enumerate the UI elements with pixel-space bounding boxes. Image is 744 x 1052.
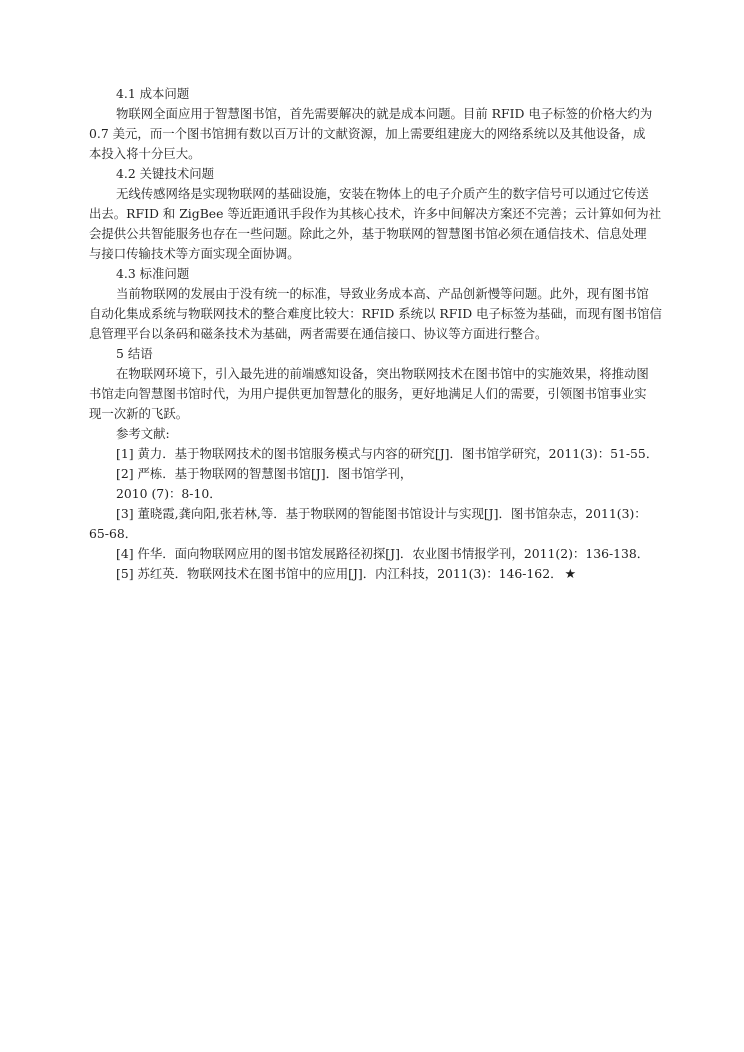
paragraph-line: 出去。RFID 和 ZigBee 等近距通讯手段作为其核心技术，许多中间解决方案还不完善；云计算如何为社 bbox=[89, 206, 662, 221]
section-heading: 4.2 关键技术问题 bbox=[116, 166, 214, 181]
reference-line bbox=[89, 544, 663, 564]
section-heading: 5 结语 bbox=[116, 346, 153, 361]
paragraph-line: 在物联网环境下，引入最先进的前端感知设备，突出物联网技术在图书馆中的实施效果，将推动图 bbox=[116, 366, 649, 381]
reference-line bbox=[89, 504, 663, 524]
reference-text: [2] 严栋．基于物联网的智慧图书馆[J]．图书馆学刊， bbox=[116, 466, 413, 481]
reference-text: 2010 (7)：8-10． bbox=[116, 486, 222, 501]
paragraph-line: 息管理平台以条码和磁条技术为基础，两者需要在通信接口、协议等方面进行整合。 bbox=[89, 326, 548, 341]
reference-text: 65-68． bbox=[89, 526, 138, 541]
reference-line bbox=[89, 464, 663, 484]
reference-line bbox=[89, 444, 663, 464]
section-heading: 4.3 标准问题 bbox=[116, 266, 190, 281]
paragraph-line: 会提供公共智能服务也存在一些问题。除此之外，基于物联网的智慧图书馆必须在通信技术、信息处理 bbox=[89, 226, 647, 241]
end-mark-star-icon: ★ bbox=[564, 567, 577, 582]
reference-text: [4] 仵华．面向物联网应用的图书馆发展路径初探[J]．农业图书情报学刊，2011(2)：136-138． bbox=[116, 546, 650, 561]
reference-text: [1] 黄力．基于物联网技术的图书馆服务模式与内容的研究[J]．图书馆学研究，2011(3)：51-55． bbox=[116, 446, 659, 461]
reference-text: [3] 董晓霞,龚向阳,张若林,等．基于物联网的智能图书馆设计与实现[J]．图书馆杂志，2011(3)： bbox=[116, 506, 647, 521]
article-body bbox=[89, 84, 663, 584]
paragraph-line: 与接口传输技术等方面实现全面协调。 bbox=[89, 246, 300, 261]
paragraph-line: 当前物联网的发展由于没有统一的标准，导致业务成本高、产品创新慢等问题。此外，现有图书馆 bbox=[116, 286, 649, 301]
references-heading: 参考文献: bbox=[116, 426, 170, 441]
section bbox=[89, 264, 663, 344]
paragraph-line: 0.7 美元，而一个图书馆拥有数以百万计的文献资源，加上需要组建庞大的网络系统以及其他设备，成 bbox=[89, 126, 646, 141]
paragraph-line: 现一次新的飞跃。 bbox=[89, 406, 189, 421]
section bbox=[89, 164, 663, 264]
references bbox=[89, 424, 663, 584]
section-heading: 4.1 成本问题 bbox=[116, 86, 190, 101]
section bbox=[89, 84, 663, 164]
reference-text: [5] 苏红英．物联网技术在图书馆中的应用[J]．内江科技，2011(3)：146-162． bbox=[116, 566, 563, 581]
section bbox=[89, 344, 663, 424]
paragraph-line: 无线传感网络是实现物联网的基础设施，安装在物体上的电子介质产生的数字信号可以通过它传送 bbox=[116, 186, 649, 201]
paragraph-line: 本投入将十分巨大。 bbox=[89, 146, 201, 161]
reference-line bbox=[89, 524, 663, 544]
reference-line bbox=[89, 564, 663, 584]
paragraph-line: 自动化集成系统与物联网技术的整合难度比较大：RFID 系统以 RFID 电子标签为基础，而现有图书馆信 bbox=[89, 306, 662, 321]
paragraph-line: 书馆走向智慧图书馆时代，为用户提供更加智慧化的服务，更好地满足人们的需要，引领图书馆事业实 bbox=[89, 386, 647, 401]
paragraph-line: 物联网全面应用于智慧图书馆，首先需要解决的就是成本问题。目前 RFID 电子标签的价格大约为 bbox=[116, 106, 653, 121]
reference-line bbox=[89, 484, 663, 504]
